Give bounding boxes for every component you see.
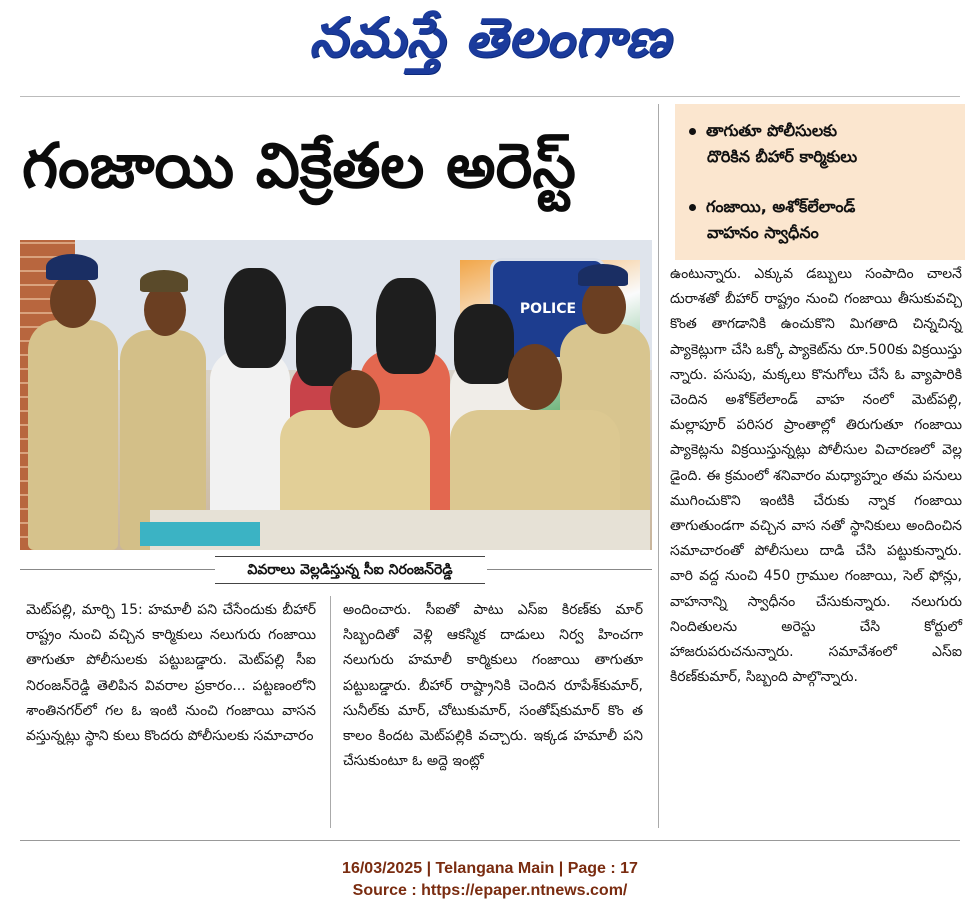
article-column-1	[26, 598, 316, 749]
highlight-line: గంజాయి, అశోక్‌లేలాండ్	[706, 197, 856, 216]
highlight-item	[689, 118, 949, 170]
article-column-3	[670, 262, 962, 690]
police-badge: POLICE	[490, 258, 606, 360]
headline: గంజాయి విక్రేతల అరెస్ట్	[22, 129, 576, 202]
hood	[224, 268, 286, 368]
masthead-divider	[20, 96, 960, 97]
highlight-item	[689, 194, 949, 246]
police-cap	[140, 270, 188, 292]
hood	[376, 278, 436, 374]
footer	[0, 858, 980, 902]
column-divider	[658, 104, 659, 828]
highlight-line: వాహనం స్వాధీనం	[707, 223, 819, 242]
article-text: అందించారు. సీఐతో పాటు ఎస్ఐ కిరణ్‌కు మార్ సిబ్బందితో వెళ్లి ఆకస్మిక దాడులు నిర్వ హించగా నలుగురు హమాలీ కార్మికులు గంజాయి తాగుతూ పట్టుబడ్డారు. బీహార్ రాష్ట్రానికి చెందిన రూపేశ్‌కుమార్, సునీల్‌కు మార్, చోటుకుమార్, సంతోష్‌కుమార్ కొం త కాలం కిందట మెట్‌పల్లికి వచ్చారు. ఇక్కడ హమాలీ పని చేసుకుంటూ ఓ అద్దె ఇంట్లో	[343, 602, 643, 770]
police-officer	[28, 320, 118, 550]
masthead	[0, 0, 980, 80]
article-text: మెట్‌పల్లి, మార్చి 15: హమాలీ పని చేసేందుకు బీహార్ రాష్ట్రం నుంచి వచ్చిన కార్మికులు నలుగురు గంజాయి తాగుతూ పోలీసులకు పట్టుబడ్డారు. మెట్‌పల్లి సీఐ నిరంజన్‌రెడ్డి తెలిపిన వివరాల ప్రకారం... పట్టణంలోని శాంతినగర్‌లో గల ఓ ఇంటి నుంచి గంజాయి వాసన వస్తున్నట్లు స్థాని కులు కొందరు పోలీసులకు సమాచారం	[26, 602, 316, 745]
column-divider	[330, 596, 331, 828]
police-cap	[578, 264, 628, 286]
bullet-icon	[689, 128, 696, 135]
highlight-line: దొరికిన బీహార్ కార్మికులు	[707, 147, 858, 166]
article-column-2	[343, 598, 643, 774]
photo-caption: వివరాలు వెల్లడిస్తున్న సీఐ నిరంజన్‌రెడ్డి	[215, 556, 485, 584]
footer-source-line: Source : https://epaper.ntnews.com/	[352, 882, 628, 899]
highlight-line: తాగుతూ పోలీసులకు	[706, 121, 838, 140]
seized-items	[140, 522, 260, 546]
police-cap	[46, 254, 98, 280]
highlight-box	[675, 104, 965, 260]
bullet-icon	[689, 204, 696, 211]
footer-divider	[20, 840, 960, 841]
masthead-title: నమస్తే తెలంగాణ	[309, 6, 671, 69]
footer-date-line: 16/03/2025 | Telangana Main | Page : 17	[342, 860, 638, 877]
hood	[454, 304, 514, 384]
news-photo	[20, 240, 652, 550]
article-text: ఉంటున్నారు. ఎక్కువ డబ్బులు సంపాదిం చాలనే దురాశతో బీహార్ రాష్ట్రం నుంచి గంజాయి తీసుకువచ్చి కొంత తాగడానికి ఉంచుకొని మిగతాది చిన్నచిన్న ప్యాకెట్లుగా చేసి ఒక్కో ప్యాకెట్‌ను రూ.500కు విక్రయిస్తు న్నారు. పసుపు, మక్కలు కొనుగోలు చేసే ఓ వ్యాపారికి చెందిన అశోక్‌లేలాండ్ వాహ నంలో మెట్‌పల్లి, మల్లాపూర్ పరిసర ప్రాంతాల్లో తిరుగుతూ గంజాయి ప్యాకెట్లను విక్రయిస్తున్నట్లు పోలీసుల విచారణలో వెల్ల డైంది. ఈ క్రమంలో శనివారం మధ్యాహ్నం తమ పనులు ముగించుకొని ఇంటికి చేరుకు న్నాక గంజాయి తాగుతుండగా వచ్చిన వాస నతో స్థానికులు అందించిన సమాచారంతో పోలీసులు దాడి చేసి పట్టుకున్నారు. వారి వద్ద నుంచి 450 గ్రాముల గంజాయి, సెల్ ఫోన్లు, వాహనాన్ని స్వాధీనం చేసుకున్నారు. నలుగురు నిందితులను అరెస్టు చేసి కోర్టులో హాజరుపరుచనున్నారు. సమావేశంలో ఎస్ఐ కిరణ్‌కుమార్, సిబ్బంది పాల్గొన్నారు.	[670, 266, 962, 686]
